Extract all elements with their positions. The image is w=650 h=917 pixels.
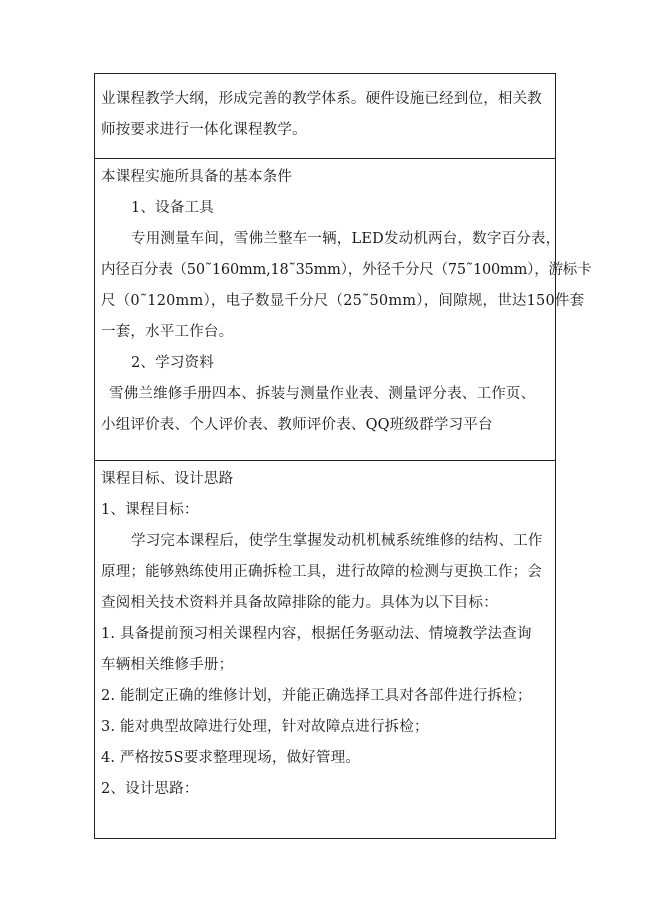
text-line: 雪佛兰维修手册四本、拆装与测量作业表、测量评分表、工作页、 xyxy=(109,386,536,402)
list-item: 2. 能制定正确的维修计划，并能正确选择工具对各部件进行拆检； xyxy=(101,688,532,704)
text-line: 学习完本课程后，使学生掌握发动机机械系统维修的结构、工作 xyxy=(131,533,543,549)
subheading-materials: 2、学习资料 xyxy=(131,355,214,371)
text-line: 查阅相关技术资料并具备故障排除的能力。具体为以下目标： xyxy=(101,595,498,611)
subheading-design: 2、设计思路： xyxy=(101,781,199,797)
list-item: 4. 严格按5S要求整理现场，做好管理。 xyxy=(101,750,361,766)
text-line: 师按要求进行一体化课程教学。 xyxy=(101,122,307,138)
cell-course-outline xyxy=(95,74,555,158)
cell-basic-conditions xyxy=(95,158,592,460)
section-heading: 课程目标、设计思路 xyxy=(101,471,234,487)
cell-goals-design xyxy=(95,460,555,838)
text-line: 尺（0˜120mm），电子数显千分尺（25˜50mm），间隙规，世达150件套 xyxy=(101,293,585,309)
text-line: 业课程教学大纲，形成完善的教学体系。硬件设施已经到位，相关教 xyxy=(101,91,542,107)
text-line: 原理；能够熟练使用正确拆检工具，进行故障的检测与更换工作；会 xyxy=(101,564,542,580)
list-item: 3. 能对典型故障进行处理，针对故障点进行拆检； xyxy=(101,719,429,735)
text-line: 专用测量车间，雪佛兰整车一辆，LED发动机两台，数字百分表， xyxy=(131,231,561,247)
list-item: 1. 具备提前预习相关课程内容，根据任务驱动法、情境教学法查询 xyxy=(101,626,532,642)
subheading-goals: 1、课程目标： xyxy=(101,502,199,518)
section-heading: 本课程实施所具备的基本条件 xyxy=(101,169,293,185)
text-line: 小组评价表、个人评价表、教师评价表、QQ班级群学习平台 xyxy=(101,417,493,433)
course-table xyxy=(94,73,592,839)
text-line: 内径百分表（50˜160mm,18˜35mm），外径千分尺（75˜100mm），游标卡 xyxy=(101,262,592,278)
text-line: 一套，水平工作台。 xyxy=(101,324,234,340)
subheading-equipment: 1、设备工具 xyxy=(131,200,214,216)
list-item: 车辆相关维修手册； xyxy=(101,657,234,673)
